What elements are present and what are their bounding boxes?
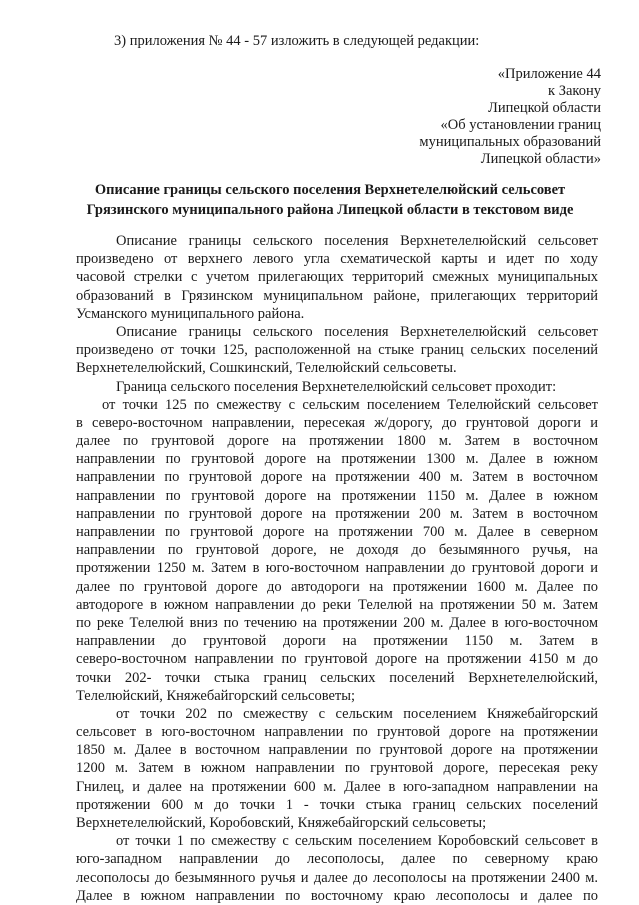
title-line: Грязинского муниципального района Липецкой области в текстовом виде bbox=[86, 202, 574, 218]
text-line: направлении по грунтовой дороге на протяжении 200 м. Затем в восточном bbox=[76, 505, 598, 522]
document-body bbox=[76, 232, 598, 905]
text-line: направлении до грунтовой дороги на протяжении 1150 м. Затем в bbox=[76, 633, 598, 650]
text-line: далее по грунтовой дороге до автодороги на протяжении 1600 м. Далее по bbox=[76, 578, 598, 595]
text-line: Телелюйский, Княжебайгорский сельсоветы; bbox=[76, 687, 356, 704]
text-line: направлении по грунтовой дороге на протяжении 1300 м. Далее в южном bbox=[76, 451, 598, 468]
text-line: направлении по грунтовой дороге на протяжении 700 м. Далее в северном bbox=[76, 524, 598, 540]
text-line: Описание границы сельского поселения Верхнетелелюйский сельсовет bbox=[116, 233, 598, 249]
text-line: Гнилец, и далее на протяжении 600 м. Далее в юго-западном направлении на bbox=[76, 778, 598, 795]
text-line: Верхнетелелюйский, Коробовский, Княжебайгорский сельсоветы; bbox=[76, 815, 487, 831]
text-line: произведено от верхнего левого угла схематической карты и идет по ходу bbox=[76, 251, 598, 268]
text-line: северо-восточном направлении по грунтовой дороге на протяжении 4150 м до bbox=[76, 651, 598, 668]
text-line: Описание границы сельского поселения Верхнетелелюйский сельсовет bbox=[116, 323, 598, 340]
text-line: протяжении 600 м до точки 1 - точки стыка границ сельских поселений bbox=[76, 796, 598, 813]
text-line: часовой стрелки с учетом прилегающих территорий смежных муниципальных bbox=[76, 269, 598, 286]
text-line: от точки 1 по смежеству с сельским поселением Коробовский сельсовет в bbox=[116, 833, 598, 850]
amendment-intro: 3) приложения № 44 - 57 изложить в следующей редакции: bbox=[114, 33, 480, 49]
document-title bbox=[60, 180, 600, 220]
title-line: Описание границы сельского поселения Верхнетелелюйский сельсовет bbox=[94, 182, 566, 198]
text-line: 1850 м. Далее в восточном направлении по грунтовой дороге на протяжении bbox=[76, 742, 598, 759]
text-line: направлении по грунтовой дороге на протяжении 400 м. Затем в восточном bbox=[76, 469, 598, 486]
text-line: направлении по грунтовой дороге, не доходя до безымянного ручья, на bbox=[76, 542, 598, 559]
text-line: 1200 м. Затем в южном направлении по грунтовой дороге, пересекая реку bbox=[76, 760, 598, 777]
text-line: Далее в южном направлении по восточному краю лесополосы и далее по bbox=[76, 887, 598, 904]
text-line: образований в Грязинском муниципальном районе, прилегающих территорий bbox=[76, 287, 598, 304]
text-line: автодороге в южном направлении до реки Телелюй на протяжении 50 м. Затем bbox=[76, 596, 598, 613]
text-line: направлении по грунтовой дороге на протяжении 1150 м. Далее в южном bbox=[76, 487, 598, 504]
text-line: от точки 125 по смежеству с сельским поселением Телелюйский сельсовет bbox=[102, 396, 598, 413]
text-line: Усманского муниципального района. bbox=[76, 305, 305, 322]
text-line: от точки 202 по смежеству с сельским поселением Княжебайгорский bbox=[116, 705, 598, 722]
text-line: в северо-восточном направлении, пересекая ж/дорогу, до грунтовой дороги и bbox=[76, 414, 598, 431]
appendix-line: к Закону bbox=[548, 83, 601, 99]
text-line: Верхнетелелюйский, Сошкинский, Телелюйский сельсоветы. bbox=[76, 360, 457, 377]
appendix-line: «Приложение 44 bbox=[497, 66, 601, 82]
appendix-line: Липецкой области» bbox=[480, 151, 601, 167]
text-line: по реке Телелюй вниз по течению на протяжении 200 м. Далее в юго-восточном bbox=[76, 614, 598, 631]
appendix-header bbox=[419, 66, 601, 168]
text-line: далее по грунтовой дороге на протяжении 1800 м. Затем в восточном bbox=[76, 433, 598, 450]
appendix-line: «Об установлении границ bbox=[440, 117, 601, 133]
text-line: точки 202- точки стыка границ сельских поселений Верхнетелелюйский, bbox=[76, 669, 598, 686]
appendix-line: Липецкой области bbox=[488, 100, 601, 116]
text-line: произведено от точки 125, расположенной на стыке границ сельских поселений bbox=[76, 342, 598, 359]
text-line: лесополосы до безымянного ручья и далее до лесополосы на протяжении 2400 м. bbox=[76, 869, 598, 886]
appendix-line: муниципальных образований bbox=[419, 134, 601, 150]
text-line: Граница сельского поселения Верхнетелелюйский сельсовет проходит: bbox=[116, 378, 557, 395]
text-line: сельсовет в юго-восточном направлении по грунтовой дороге на протяжении bbox=[76, 724, 598, 741]
text-line: юго-западном направлении до лесополосы, далее по северному краю bbox=[76, 851, 598, 868]
text-line: протяжении 1250 м. Затем в юго-восточном направлении до грунтовой дороги и bbox=[76, 560, 598, 577]
